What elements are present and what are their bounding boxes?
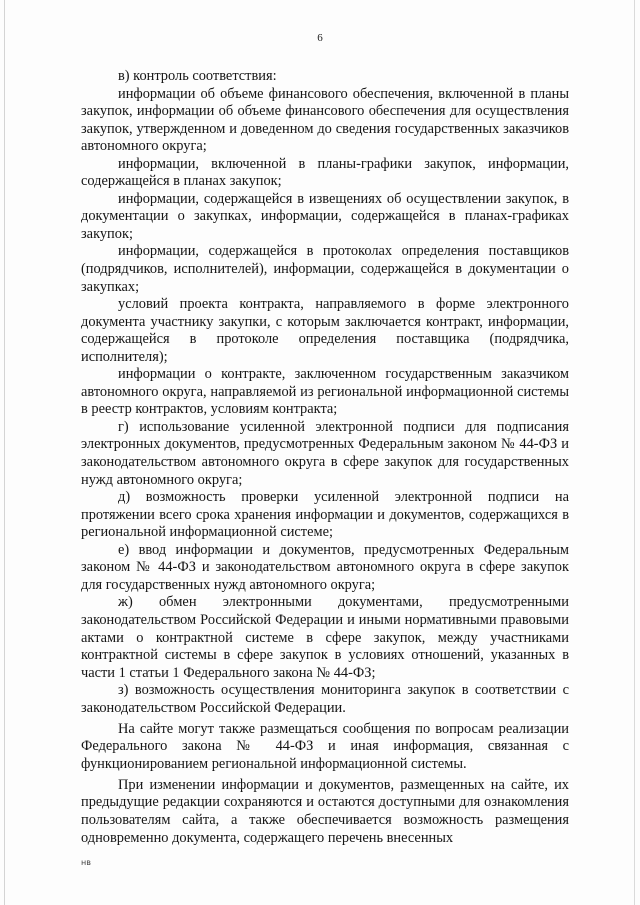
paragraph-item-z: з) возможность осуществления мониторинга закупок в соответствии с законодательством Российской Федерации. — [81, 682, 569, 716]
paragraph-site-messages: На сайте могут также размещаться сообщения по вопросам реализации Федерального закона № 44-ФЗ и иная информация, связанная с функционированием региональной информационной системы. — [81, 720, 569, 772]
paragraph-contract-info: информации о контракте, заключенном государственным заказчиком автономного округа, направляемой из региональной информационной системы в реестр контрактов, условиям контракта; — [81, 366, 569, 418]
paragraph-financial-info: информации об объеме финансового обеспечения, включенной в планы закупок, информации об объеме финансового обеспечения для осуществления закупок, утвержденном и доведенном до сведения государственных заказчиков автономного округа; — [81, 85, 569, 155]
paragraph-item-d: д) возможность проверки усиленной электронной подписи на протяжении всего срока хранения информации и документов, содержащихся в региональной информационной системе; — [81, 489, 569, 541]
page-number: 6 — [317, 32, 323, 44]
paragraph-item-e: е) ввод информации и документов, предусмотренных Федеральным законом № 44-ФЗ и законодательством автономного округа в сфере закупок для государственных нужд автономного округа; — [81, 541, 569, 593]
paragraph-plan-schedules: информации, включенной в планы-графики закупок, информации, содержащейся в планах закупок; — [81, 155, 569, 190]
paragraph-draft-contract: условий проекта контракта, направляемого в форме электронного документа участнику закупки, с которым заключается контракт, информации, содержащейся в протоколе определения поставщика (подрядчика, исполнителя); — [81, 296, 569, 365]
footer-mark: нв — [81, 858, 91, 867]
paragraph-item-zh: ж) обмен электронными документами, предусмотренными законодательством Российской Федерации и иными нормативными правовыми актами о контрактной системе в сфере закупок, между участниками контрактной системы в сфере закупок в условиях отношений, указанных в части 1 статьи 1 Федерального закона № 44-ФЗ; — [81, 594, 569, 681]
paragraph-protocols: информации, содержащейся в протоколах определения поставщиков (подрядчиков, исполнителей), информации, содержащейся в документации о закупках; — [81, 243, 569, 295]
paragraph-item-g: г) использование усиленной электронной подписи для подписания электронных документов, предусмотренных Федеральным законом № 44-ФЗ и законодательством автономного округа в сфере закупок для государственных нужд автономного округа; — [81, 418, 569, 488]
paragraph-notices: информации, содержащейся в извещениях об осуществлении закупок, в документации о закупках, информации, содержащейся в планах-графиках закупок; — [81, 190, 569, 242]
document-body — [81, 68, 569, 847]
paragraph-control-heading: в) контроль соответствия: — [118, 68, 277, 84]
scan-edge-right — [634, 0, 635, 905]
paragraph-revisions: При изменении информации и документов, размещенных на сайте, их предыдущие редакции сохраняются и остаются доступными для ознакомления пользователям сайта, а также обеспечивается возможность размещения одновременно документа, содержащего перечень внесенных — [81, 776, 569, 846]
scan-edge-left — [4, 0, 5, 905]
